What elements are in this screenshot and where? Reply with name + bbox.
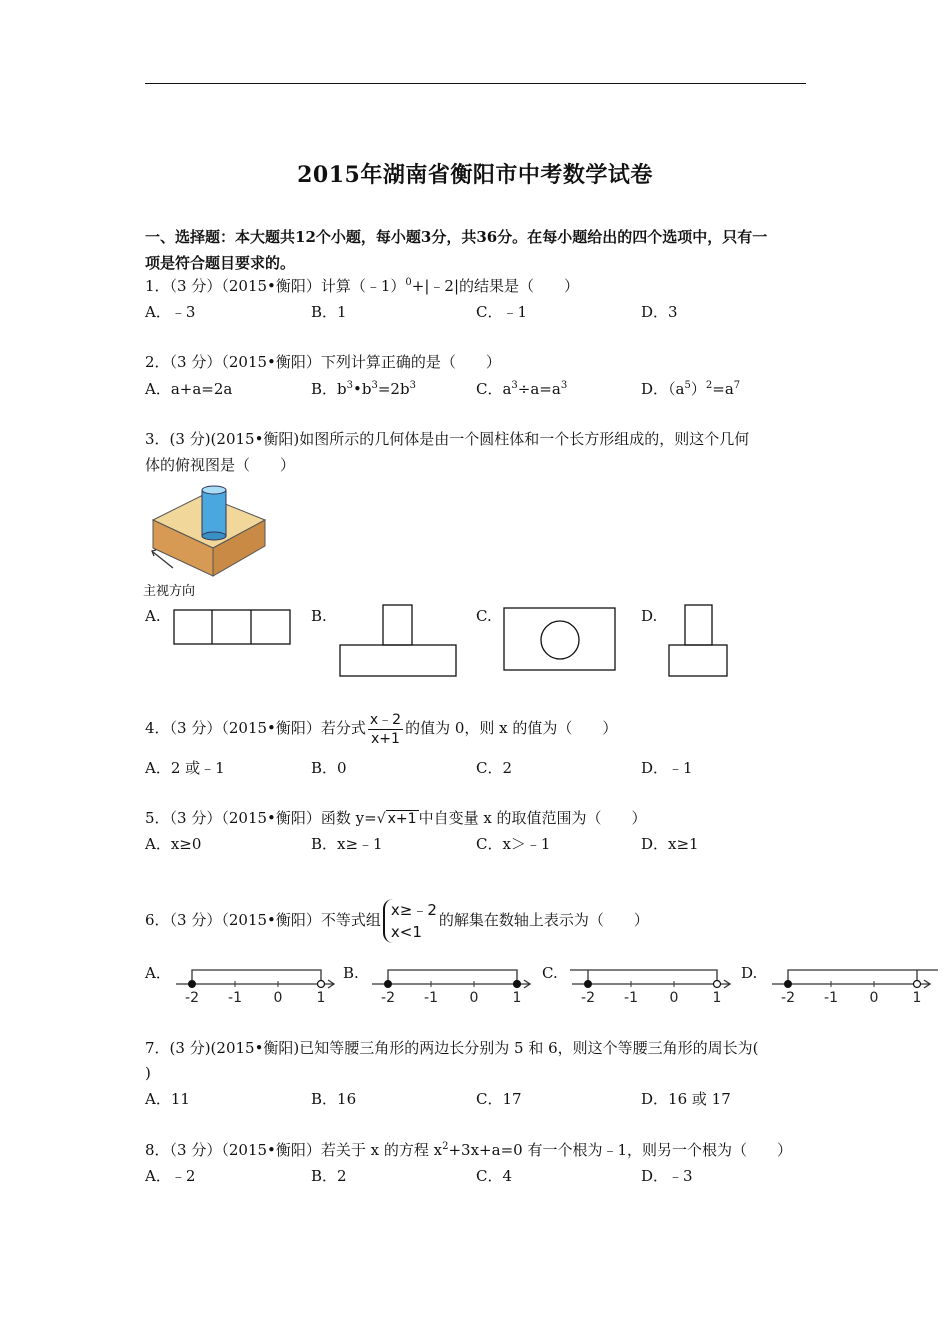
q6-option-d-label: D. (741, 964, 758, 982)
q1-option-c: C．﹣1 (476, 303, 528, 321)
q5-option-b: B．x≥﹣1 (311, 835, 383, 853)
q3-option-c-label: C. (476, 607, 492, 625)
tick-label: 0 (869, 990, 879, 1006)
tick-label: 0 (273, 990, 283, 1006)
q2-option-c: C．$a^3\div a=a^3$ (476, 380, 568, 398)
tick-label: 1 (316, 990, 326, 1006)
q3-option-d-figure (667, 603, 731, 679)
question-3-line2: 体的俯视图是（ ） (145, 456, 296, 474)
q6-option-c-numberline (568, 960, 736, 1008)
tick-label: -1 (228, 990, 242, 1006)
view-direction-caption: 主视方向 (143, 584, 196, 599)
header-rule (145, 83, 806, 84)
q5-option-d: D．x≥1 (641, 835, 699, 853)
section-heading-line1: 一、选择题：本大题共12个小题，每小题3分，共36分。在每小题给出的四个选项中，只有一 (145, 228, 768, 246)
tick-label: -1 (824, 990, 838, 1006)
q4-option-c: C．2 (476, 759, 513, 777)
q3-option-a-label: A. (145, 607, 161, 625)
tick-label: 0 (469, 990, 479, 1006)
question-7-line2: ) (145, 1064, 151, 1082)
q6-option-d-numberline (768, 960, 940, 1008)
tick-label: 0 (669, 990, 679, 1006)
open-endpoint (914, 981, 921, 988)
q6-option-a-label: A． (145, 964, 171, 982)
q6-option-c-label: C. (542, 964, 558, 982)
section-heading-line2: 项是符合题目要求的。 (145, 254, 296, 272)
q2-option-b: B．$b^3•b^3=2b^3$ (311, 380, 416, 398)
question-4: 4．（3 分）（2015•衡阳）若分式 $\frac{x﹣2}{x+1}$ 的值为 0，则 x 的值为（ ） (145, 711, 618, 747)
q1-option-b: B．1 (311, 303, 347, 321)
q2-option-a: A．a+a=2a (145, 380, 233, 398)
q4-option-d: D．﹣1 (641, 759, 693, 777)
q1-option-a: A．﹣3 (145, 303, 196, 321)
q1-option-d: D．3 (641, 303, 678, 321)
fraction: $\frac{x﹣2}{x+1}$ (369, 711, 402, 747)
open-endpoint (714, 981, 721, 988)
question-6: 6．（3 分）（2015•衡阳）不等式组 x≥﹣2 x<1 的解集在数轴上表示为（ ） (145, 901, 649, 941)
solid-figure (143, 480, 273, 600)
q5-option-c: C．x＞﹣1 (476, 835, 551, 853)
q2-option-d: D．$(a^5)^2=a^7$ (641, 380, 741, 398)
q8-option-b: B．2 (311, 1167, 347, 1185)
tick-label: -2 (581, 990, 595, 1006)
closed-endpoint (785, 981, 792, 988)
q6-option-b-label: B. (343, 964, 359, 982)
q7-option-b: B．16 (311, 1090, 357, 1108)
closed-endpoint (585, 981, 592, 988)
closed-endpoint (514, 981, 521, 988)
q8-option-d: D．﹣3 (641, 1167, 693, 1185)
tick-label: 1 (512, 990, 522, 1006)
q3-option-c-figure (502, 606, 618, 672)
q3-option-b-label: B. (311, 607, 327, 625)
q5-option-a: A．x≥0 (145, 835, 202, 853)
q7-option-c: C．17 (476, 1090, 522, 1108)
tick-label: 1 (712, 990, 722, 1006)
question-7-line1: 7．(3 分)(2015•衡阳)已知等腰三角形的两边长分别为 5 和 6，则这个等腰三角形的周长为( (145, 1039, 759, 1057)
page-title: 2015年湖南省衡阳市中考数学试卷 (297, 162, 653, 188)
q3-option-b-figure (338, 603, 460, 679)
tick-label: -1 (424, 990, 438, 1006)
question-1: 1．（3 分）（2015•衡阳）计算（﹣1）$^0$+|﹣2|的结果是（ ） (145, 277, 580, 295)
question-3-line1: 3．(3 分)(2015•衡阳)如图所示的几何体是由一个圆柱体和一个长方形组成的，则这个几何 (145, 430, 750, 448)
closed-endpoint (189, 981, 196, 988)
question-5: 5．（3 分）（2015•衡阳）函数 y=√ x+1 中自变量 x 的取值范围为（ ） (145, 805, 647, 832)
solution-bracket (192, 970, 321, 984)
inequality-system: x≥﹣2 x<1 (383, 899, 437, 943)
solution-bracket (570, 970, 717, 984)
solution-bracket (388, 970, 517, 984)
q6-option-b-numberline (368, 960, 536, 1008)
q3-option-a-figure (172, 608, 294, 648)
question-8: 8．（3 分）（2015•衡阳）若关于 x 的方程 $x^2+3x+a=0$ 有一个根为﹣1，则另一个根为（ ） (145, 1141, 792, 1159)
q8-option-a: A．﹣2 (145, 1167, 196, 1185)
open-endpoint (318, 981, 325, 988)
q7-option-a: A．11 (145, 1090, 190, 1108)
square-root: √ x+1 (376, 811, 417, 827)
tick-label: 1 (912, 990, 922, 1006)
tick-label: -1 (624, 990, 638, 1006)
tick-label: -2 (381, 990, 395, 1006)
q6-option-a-numberline (172, 960, 340, 1008)
q4-option-a: A．2 或﹣1 (145, 759, 225, 777)
tick-label: -2 (781, 990, 795, 1006)
q7-option-d: D．16 或 17 (641, 1090, 731, 1108)
q3-option-d-label: D. (641, 607, 658, 625)
q4-option-b: B．0 (311, 759, 347, 777)
closed-endpoint (385, 981, 392, 988)
question-2: 2．（3 分）（2015•衡阳）下列计算正确的是（ ） (145, 353, 501, 371)
q8-option-c: C．4 (476, 1167, 513, 1185)
tick-label: -2 (185, 990, 199, 1006)
